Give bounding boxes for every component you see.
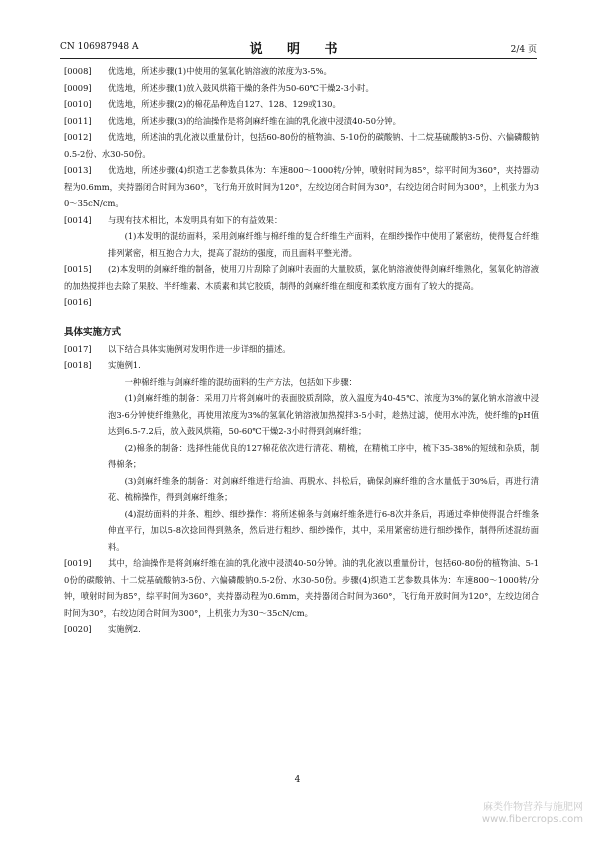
paragraph-number: [0014] [64, 214, 92, 225]
paragraph-number: [0010] [64, 99, 92, 109]
document-title: 说 明 书 [249, 42, 348, 57]
effect-1-paragraph: (1)本发明的混纺面料，采用剑麻纤维与棉纤维的复合纤维生产面料，在细纱操作中使用了紧密纺，使得复合纤维排列紧密，相互抱合力大，提高了混纺的强度，而且面料平整光滑。 [108, 231, 539, 258]
paragraph-0020 [64, 621, 539, 638]
paragraph [64, 113, 539, 130]
paragraph-number: [0019] [64, 558, 92, 568]
paragraph-number: [0013] [64, 165, 92, 175]
header-divider [60, 58, 537, 59]
paragraph [64, 212, 539, 229]
paragraph-0019 [64, 555, 539, 621]
paragraph-number: [0017] [64, 343, 92, 354]
example-step: 一种棉纤维与剑麻纤维的混纺面料的生产方法，包括如下步骤： [124, 376, 357, 387]
paragraph-text: 与现有技术相比，本发明具有如下的有益效果： [108, 214, 283, 225]
example-step: (1)剑麻纤维的制备：采用刀片将剑麻叶的表面胶质刮除，放入温度为40-45℃、浓度为3%的氯化钠水溶液中浸泡3-6分钟使纤维熟化，再使用浓度为3%的氢氧化钠溶液加热搅拌3-5小时，趁热过滤，使用水冲洗，使纤维的pH值达到6.5-7.2后，放入鼓风烘箱，50-60℃干燥2-3小时得到剑麻纤维； [108, 393, 539, 436]
paragraph-text: 优选地，所述步骤(3)的给油操作是将剑麻纤维在油的乳化液中浸渍40-50分钟。 [108, 115, 401, 126]
example-1-steps [64, 374, 539, 556]
paragraph-text: 优选地，所述步骤(2)的棉花品种选自127、128、129或130。 [108, 99, 341, 109]
paragraph [64, 96, 539, 113]
paragraph-0015 [64, 261, 539, 294]
example-step: (4)混纺面料的并条、粗纱、细纱操作：将所述棉条与剑麻纤维条进行6-8次并条后，再通过牵伸使得混合纤维条伸直平行，加以5-8次捻回得到熟条，然后进行粗纱、细纱操作，其中，采用紧密纺进行细纱操作，制得所述混纺面料。 [108, 508, 539, 552]
paragraph [64, 162, 539, 212]
document-body [64, 63, 539, 638]
paragraph-number: [0015] [64, 264, 92, 274]
patent-number: CN 106987948 A [60, 42, 139, 52]
page-number: 4 [294, 775, 301, 785]
paragraph [64, 129, 539, 162]
paragraph-number: [0009] [64, 82, 92, 93]
paragraph-number: [0020] [64, 624, 92, 634]
watermark-url: www.fibercrops.com [481, 814, 583, 825]
paragraph-0016 [64, 294, 539, 311]
example-step: (3)剑麻纤维条的制备：对剑麻纤维进行给油、再脱水、抖松后，确保剑麻纤维的含水量低于30%后，再进行清花、梳棉操作，得到剑麻纤维条； [108, 475, 539, 502]
paragraph [64, 80, 539, 97]
paragraph-text: (2)本发明的剑麻纤维的制备，使用刀片刮除了剑麻叶表面的大量胶质，氯化钠溶液使得剑麻纤维熟化，氢氧化钠溶液的加热搅拌也去除了果胶、半纤维素、木质素和其它胶质，制得的剑麻纤维在细度和柔软度方面有了较大的提高。 [64, 264, 539, 291]
page-header [60, 38, 537, 60]
paragraph-text: 优选地，所述步骤(1)放入鼓风烘箱干燥的条件为50-60℃干燥2-3小时。 [108, 82, 374, 93]
paragraph-number: [0018] [64, 360, 92, 370]
section-title: 具体实施方式 [64, 326, 122, 338]
paragraph-number: [0012] [64, 132, 92, 142]
paragraph-text: 优选地，所述步骤(1)中使用的氢氧化钠溶液的浓度为3-5%。 [108, 66, 332, 76]
watermark [482, 802, 583, 826]
paragraph [64, 63, 539, 80]
paragraph-group-preferred [64, 63, 539, 228]
paragraph-text: 优选地，所述油的乳化液以重量份计，包括60-80份的植物油、5-10份的碳酸钠、十二烷基硫酸钠3-5份、六偏磷酸钠0.5-2份、水30-50份。 [64, 132, 539, 159]
paragraph-number: [0008] [64, 66, 92, 76]
paragraph-text: 实施例2. [108, 624, 141, 634]
paragraph-text: 实施例1. [108, 360, 141, 370]
example-step: (2)棉条的制备：选择性能优良的127棉花依次进行清花、精梳，在精梳工序中，梳下35-38%的短绒和杂质，制得棉条； [108, 442, 539, 469]
paragraph-text: 优选地，所述步骤(4)织造工艺参数具体为：车速800～1000转/分钟，喷射时间为85°，综平时间为360°，夹持器动程为0.6mm，夹持器闭合时间为360°，飞行角开放时间为120°，左绞边闭合时间为30°，右绞边闭合时间为300°，上机张力为30～35cN/cm。 [64, 165, 539, 208]
paragraph-text: 以下结合具体实施例对发明作进一步详细的描述。 [108, 343, 291, 354]
paragraph-number: [0011] [64, 115, 92, 126]
paragraph-number: [0016] [64, 297, 92, 307]
paragraph-text: 其中，给油操作是将剑麻纤维在油的乳化液中浸渍40-50分钟。油的乳化液以重量份计，包括60-80份的植物油、5-10份的碳酸钠、十二烷基硫酸钠3-5份、六偏磷酸钠0.5-2份、水30-50份。步骤(4)织造工艺参数具体为：车速800～1000转/分钟，喷射时间为85°，综平时间为360°，夹持器动程为0.6mm，夹持器闭合时间为360°，飞行角开放时间为120°，左绞边闭合时间为30°，右绞边闭合时间为300°，上机张力为30～35cN/cm。 [64, 558, 539, 618]
page-indicator: 2/4 页 [510, 45, 537, 55]
paragraph-0017 [64, 341, 539, 358]
paragraph-0018 [64, 357, 539, 374]
watermark-title: 麻类作物营养与施肥网 [483, 802, 583, 813]
